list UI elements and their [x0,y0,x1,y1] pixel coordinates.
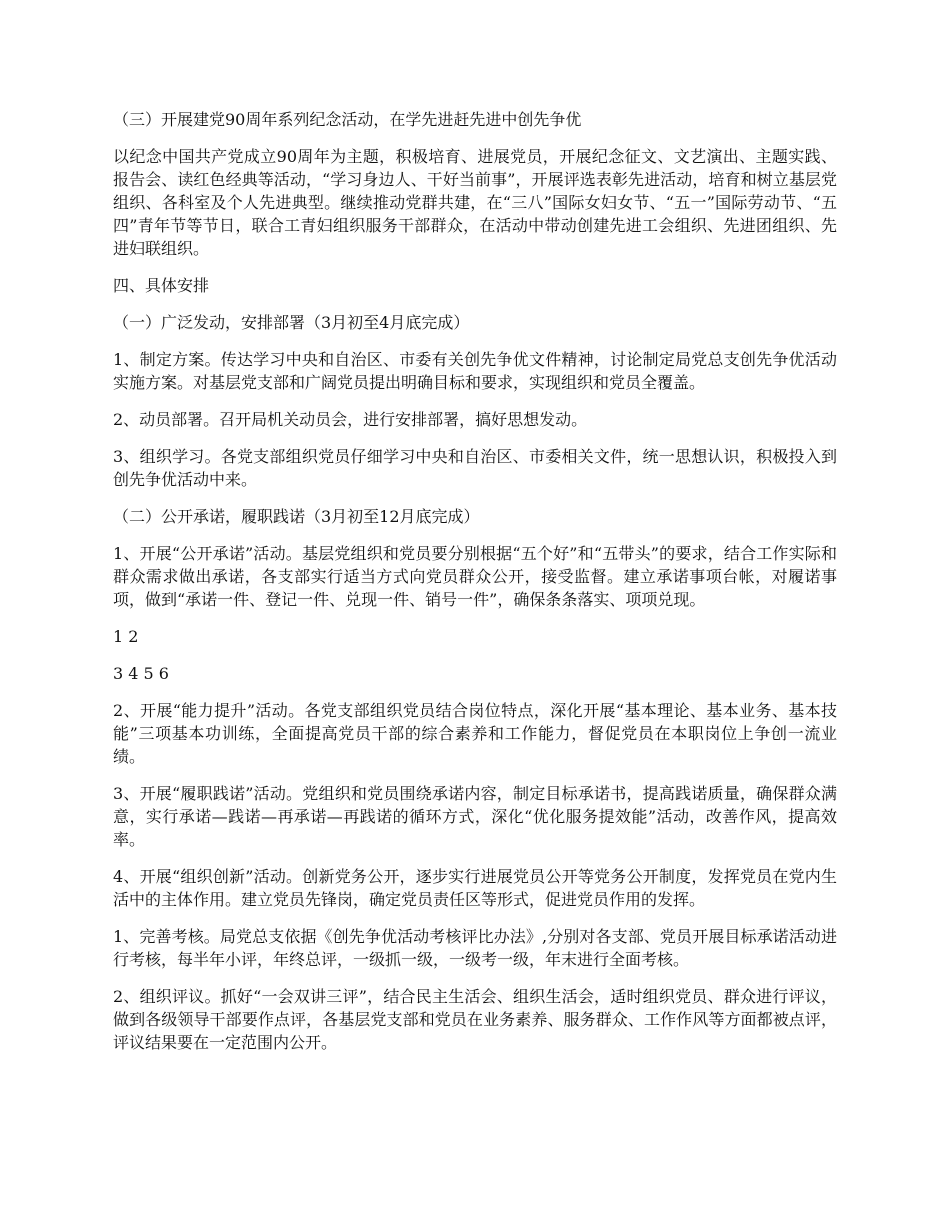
body-paragraph: 1、完善考核。局党总支依据《创先争优活动考核评比办法》,分别对各支部、党员开展目标承诺活动进行考核，每半年小评，年终总评，一级抓一级，一级考一级，年末进行全面考核。 [113,927,837,969]
section-heading: （二）公开承诺，履职践诺（3月初至12月底完成） [113,507,480,526]
page-numbers: 1 2 [113,627,139,646]
body-paragraph: 2、开展“能力提升”活动。各党支部组织党员结合岗位特点，深化开展“基本理论、基本业务、基本技能”三项基本功训练，全面提高党员干部的综合素养和工作能力，督促党员在本职岗位上争创一流业绩。 [113,701,837,766]
section-heading: （三）开展建党90周年系列纪念活动，在学先进赶先进中创先争优 [113,110,582,129]
document-page [113,108,837,1068]
body-paragraph: 4、开展“组织创新”活动。创新党务公开，逐步实行进展党员公开等党务公开制度，发挥党员在党内生活中的主体作用。建立党员先锋岗，确定党员责任区等形式，促进党员作用的发挥。 [113,867,837,909]
body-paragraph: 3、开展“履职践诺”活动。党组织和党员围绕承诺内容，制定目标承诺书，提高践诺质量，确保群众满意，实行承诺—践诺—再承诺—再践诺的循环方式，深化“优化服务提效能”活动，改善作风，提高效率。 [113,784,837,849]
body-paragraph: 以纪念中国共产党成立90周年为主题，积极培育、进展党员，开展纪念征文、文艺演出、主题实践、报告会、读红色经典等活动，“学习身边人、干好当前事”，开展评选表彰先进活动，培育和树立基层党组织、各科室及个人先进典型。继续推动党群共建，在“三八”国际女妇女节、“五一”国际劳动节、“五四”青年节等节日，联合工青妇组织服务干部群众，在活动中带动创建先进工会组织、先进团组织、先进妇联组织。 [113,147,837,258]
body-paragraph: 1、制定方案。传达学习中央和自治区、市委有关创先争优文件精神，讨论制定局党总支创先争优活动实施方案。对基层党支部和广阔党员提出明确目标和要求，实现组织和党员全覆盖。 [113,350,837,392]
body-paragraph: 1、开展“公开承诺”活动。基层党组织和党员要分别根据“五个好”和“五带头”的要求，结合工作实际和群众需求做出承诺，各支部实行适当方式向党员群众公开，接受监督。建立承诺事项台帐，对履诺事项，做到“承诺一件、登记一件、兑现一件、销号一件”，确保条条落实、项项兑现。 [113,544,837,609]
body-paragraph: 2、动员部署。召开局机关动员会，进行安排部署，搞好思想发动。 [113,410,588,429]
body-paragraph: 2、组织评议。抓好“一会双讲三评”，结合民主生活会、组织生活会，适时组织党员、群众进行评议，做到各级领导干部要作点评，各基层党支部和党员在业务素养、服务群众、工作作风等方面都被点评，评议结果要在一定范围内公开。 [113,987,837,1052]
page-numbers: 3 4 5 6 [113,664,169,683]
section-heading: 四、具体安排 [113,276,210,295]
section-heading: （一）广泛发动，安排部署（3月初至4月底完成） [113,313,470,332]
body-paragraph: 3、组织学习。各党支部组织党员仔细学习中央和自治区、市委相关文件，统一思想认识，积极投入到创先争优活动中来。 [113,447,837,489]
